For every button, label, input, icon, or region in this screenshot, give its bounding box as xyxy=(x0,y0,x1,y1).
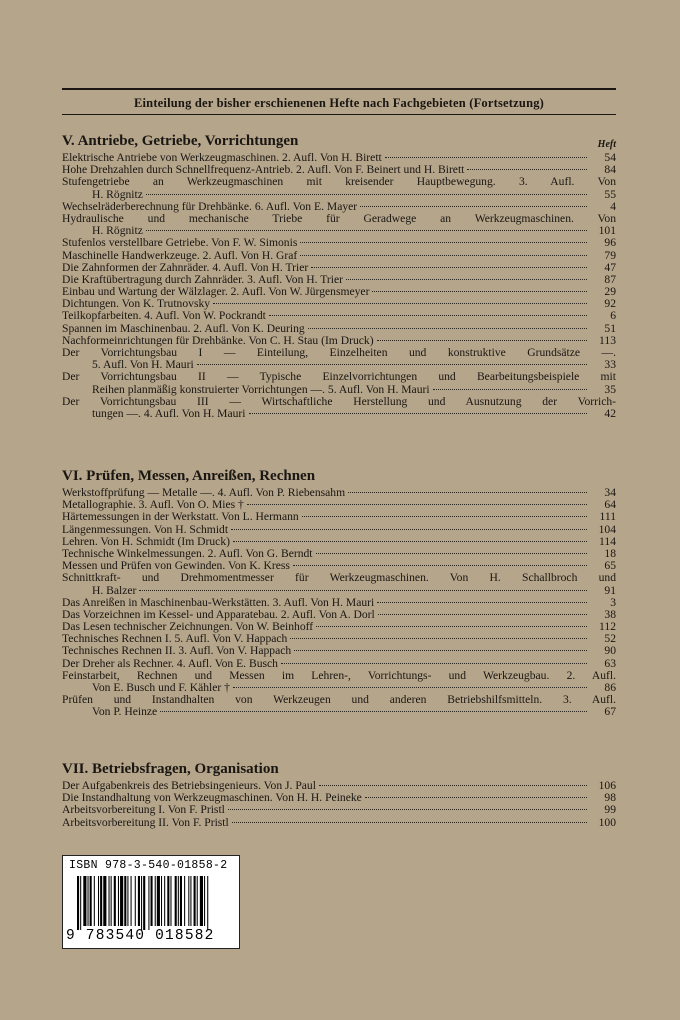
heft-number: 112 xyxy=(599,621,616,634)
entry-title-text: Das Vorzeichnen im Kessel- und Apparatebau. 2. Aufl. Von A. Dorl xyxy=(62,608,375,621)
toc-entry xyxy=(62,487,616,499)
entry-title-text: H. Rögnitz xyxy=(92,225,143,238)
heft-number: 42 xyxy=(604,407,616,420)
toc-entry xyxy=(62,262,616,274)
barcode-bar xyxy=(138,876,140,926)
entry-title-text: Metallographie. 3. Aufl. Von O. Mies † xyxy=(62,499,244,512)
heft-number: 4 xyxy=(610,200,616,213)
heft-number: 65 xyxy=(604,560,616,573)
barcode-bar xyxy=(109,876,110,926)
dot-leader xyxy=(365,797,587,798)
dot-leader xyxy=(213,303,587,304)
heft-number: 84 xyxy=(604,164,616,177)
entry-list xyxy=(62,780,616,829)
barcode-bar xyxy=(77,876,79,930)
dot-leader xyxy=(249,413,587,414)
section-betriebsfragen xyxy=(62,758,616,829)
entry-title-text: H. Rögnitz xyxy=(92,188,143,201)
dot-leader xyxy=(316,626,587,627)
barcode-bar xyxy=(194,876,196,926)
entry-title-text: Stufenlos verstellbare Getriebe. Von F. W. Simonis xyxy=(62,237,298,250)
entry-title-text: Der Vorrichtungsbau I — Einteilung, Einzelheiten und konstruktive Grundsätze —. xyxy=(62,347,616,359)
toc-entry xyxy=(62,524,616,536)
dot-leader xyxy=(385,157,587,158)
toc-entry xyxy=(62,536,616,548)
dot-leader xyxy=(372,291,587,292)
toc-entry xyxy=(62,323,616,335)
barcode-bar xyxy=(148,876,149,930)
barcode-bar xyxy=(90,876,92,926)
dot-leader xyxy=(231,529,587,530)
dot-leader xyxy=(378,614,587,615)
barcode-bar xyxy=(124,876,126,926)
entry-title-text: tungen —. 4. Aufl. Von H. Mauri xyxy=(92,407,246,420)
entry-title-text: Reihen planmäßig konstruierter Vorrichtungen —. 5. Aufl. Von H. Mauri xyxy=(92,383,430,396)
entry-title-text: Technisches Rechnen II. 3. Aufl. Von V. Happach xyxy=(62,645,292,658)
heft-number: 34 xyxy=(604,487,616,499)
entry-title-text: Elektrische Antriebe von Werkzeugmaschinen. 2. Aufl. Von H. Birett xyxy=(62,152,382,164)
toc-entry xyxy=(62,213,616,237)
dot-leader xyxy=(294,650,587,651)
toc-entry xyxy=(62,499,616,511)
entry-title-text: Spannen im Maschinenbau. 2. Aufl. Von K. Deuring xyxy=(62,322,305,335)
dot-leader xyxy=(302,516,587,517)
heft-number: 3 xyxy=(610,596,616,609)
heft-number: 38 xyxy=(604,608,616,621)
toc-entry xyxy=(62,658,616,670)
barcode-bar xyxy=(131,876,132,926)
entry-list xyxy=(62,487,616,719)
toc-entry xyxy=(62,645,616,657)
barcode-bar xyxy=(175,876,177,926)
entry-title-text: Härtemessungen in der Werkstatt. Von L. Hermann xyxy=(62,511,299,524)
toc-entry xyxy=(62,804,616,816)
heft-number: 64 xyxy=(604,499,616,512)
toc-entry xyxy=(62,780,616,792)
toc-entry xyxy=(62,572,616,596)
isbn-barcode xyxy=(62,855,240,949)
entry-title-text: Prüfen und Instandhalten von Werkzeugen und anderen Betriebshilfsmitteln. 3. Aufl. xyxy=(62,694,616,707)
barcode-bar xyxy=(120,876,123,926)
heft-number: 92 xyxy=(604,298,616,311)
heft-column-label: Heft xyxy=(597,139,616,150)
entry-title-text: Der Vorrichtungsbau II — Typische Einzelvorrichtungen und Bearbeitungsbeispiele mit xyxy=(62,371,616,384)
entry-title-text: Der Vorrichtungsbau III — Wirtschaftliche Herstellung und Ausnutzung der Vorrich- xyxy=(62,395,616,408)
barcode-bar xyxy=(190,876,191,926)
heft-number: 63 xyxy=(604,657,616,670)
heft-number: 113 xyxy=(599,334,616,347)
barcode-bar xyxy=(80,876,81,930)
header-title: Einteilung der bisher erschienenen Hefte nach Fachgebieten (Fortsetzung) xyxy=(133,96,545,110)
toc-entry xyxy=(62,201,616,213)
dot-leader xyxy=(377,602,587,603)
toc-entry xyxy=(62,670,616,694)
toc-entry xyxy=(62,371,616,395)
entry-title-text: Technisches Rechnen I. 5. Aufl. Von V. Happach xyxy=(62,633,288,646)
heft-number: 6 xyxy=(610,310,616,323)
entry-title-text: Hydraulische und mechanische Triebe für Geradwege an Werkzeugmaschinen. Von xyxy=(62,212,616,225)
barcode-bar xyxy=(118,876,119,926)
ean-digits: 9 783540 018582 xyxy=(66,928,215,944)
heft-number: 87 xyxy=(604,273,616,286)
heft-number: 104 xyxy=(598,523,616,536)
barcode-bar xyxy=(155,876,156,926)
heft-number: 114 xyxy=(599,535,616,548)
toc-entry xyxy=(62,237,616,249)
barcode-bar xyxy=(151,876,153,926)
barcode-bar xyxy=(167,876,169,926)
header-bottom-rule xyxy=(62,114,616,115)
toc-entry xyxy=(62,511,616,523)
entry-list xyxy=(62,152,616,420)
entry-title-text: Die Instandhaltung von Werkzeugmaschinen. Von H. H. Peineke xyxy=(62,792,362,805)
barcode-bar xyxy=(178,876,179,926)
barcode-bar xyxy=(141,876,142,930)
entry-title-text: Von P. Heinze xyxy=(92,706,158,719)
heft-number: 51 xyxy=(604,322,616,335)
heft-number: 91 xyxy=(604,584,616,597)
dot-leader xyxy=(146,230,587,231)
heft-number: 79 xyxy=(604,249,616,262)
toc-entry xyxy=(62,250,616,262)
entry-title-text: Werkstoffprüfung — Metalle —. 4. Aufl. Von P. Riebensahm xyxy=(62,487,346,499)
entry-title-text: Einbau und Wartung der Wälzlager. 2. Aufl. Von W. Jürgensmeyer xyxy=(62,286,370,299)
entry-title-text: Längenmessungen. Von H. Schmidt xyxy=(62,523,229,536)
dot-leader xyxy=(233,541,587,542)
barcode-bar xyxy=(180,876,182,926)
barcode-bar xyxy=(127,876,128,926)
dot-leader xyxy=(348,492,587,493)
heft-number: 47 xyxy=(604,261,616,274)
entry-title-text: Lehren. Von H. Schmidt (Im Druck) xyxy=(62,535,230,548)
barcode-bar xyxy=(98,876,99,926)
entry-title-text: Technische Winkelmessungen. 2. Aufl. Von G. Berndt xyxy=(62,547,313,560)
toc-entry xyxy=(62,597,616,609)
toc-entry xyxy=(62,310,616,322)
toc-entry xyxy=(62,609,616,621)
section-title-text: VI. Prüfen, Messen, Anreißen, Rechnen xyxy=(62,468,316,484)
barcode-bar xyxy=(100,876,102,926)
toc-entry xyxy=(62,621,616,633)
dot-leader xyxy=(139,590,587,591)
entry-title-text: 5. Aufl. Von H. Mauri xyxy=(92,359,194,372)
barcode-bar xyxy=(188,876,189,926)
section-pruefen xyxy=(62,465,616,719)
barcode-bar xyxy=(114,876,116,926)
barcode-bar xyxy=(94,876,95,926)
entry-title-text: Das Lesen technischer Zeichnungen. Von W. Beinhoff xyxy=(62,621,314,634)
toc-entry xyxy=(62,347,616,371)
entry-title-text: Der Aufgabenkreis des Betriebsingenieurs. Von J. Paul xyxy=(62,780,316,792)
dot-leader xyxy=(290,638,587,639)
dot-leader xyxy=(311,267,587,268)
section-antriebe xyxy=(62,130,616,420)
entry-title-text: Arbeitsvorbereitung I. Von F. Pristl xyxy=(62,804,225,817)
toc-entry xyxy=(62,298,616,310)
dot-leader xyxy=(228,809,587,810)
entry-title-text: Feinstarbeit, Rechnen und Messen im Lehren-, Vorrichtungs- und Werkzeugbau. 2. Aufl. xyxy=(62,669,616,682)
dot-leader xyxy=(308,328,587,329)
heft-number: 99 xyxy=(604,804,616,817)
dot-leader xyxy=(360,206,587,207)
heft-number: 52 xyxy=(604,633,616,646)
barcode-bar xyxy=(103,876,106,926)
entry-title-text: Dichtungen. Von K. Trutnovsky xyxy=(62,298,211,311)
entry-title-text: Die Zahnformen der Zahnräder. 4. Aufl. Von H. Trier xyxy=(62,261,309,274)
section-title xyxy=(62,758,616,780)
heft-number: 35 xyxy=(604,383,616,396)
toc-entry xyxy=(62,633,616,645)
entry-title-text: Nachformeinrichtungen für Drehbänke. Von C. H. Stau (Im Druck) xyxy=(62,334,374,347)
barcode-bar xyxy=(157,876,160,926)
dot-leader xyxy=(160,711,587,712)
heft-number: 111 xyxy=(599,511,616,524)
barcode-bar xyxy=(161,876,162,926)
section-title xyxy=(62,465,616,487)
dot-leader xyxy=(233,687,587,688)
dot-leader xyxy=(197,364,587,365)
section-title-text: VII. Betriebsfragen, Organisation xyxy=(62,761,279,777)
entry-title-text: Wechselräderberechnung für Drehbänke. 6. Aufl. Von E. Mayer xyxy=(62,200,358,213)
toc-entry xyxy=(62,548,616,560)
heft-number: 96 xyxy=(604,237,616,250)
heft-number: 29 xyxy=(604,286,616,299)
barcode-bars xyxy=(65,874,237,930)
heft-number: 55 xyxy=(604,188,616,201)
isbn-label: ISBN 978-3-540-01858-2 xyxy=(69,859,228,872)
barcode-bar xyxy=(83,876,86,926)
barcode-bar xyxy=(135,876,136,926)
barcode-bar xyxy=(200,876,203,926)
toc-entry xyxy=(62,152,616,164)
dot-leader xyxy=(467,169,587,170)
toc-entry xyxy=(62,274,616,286)
dot-leader xyxy=(146,194,587,195)
heft-number: 18 xyxy=(604,547,616,560)
toc-entry xyxy=(62,817,616,829)
barcode-bar xyxy=(197,876,198,926)
dot-leader xyxy=(300,255,587,256)
heft-number: 101 xyxy=(598,225,616,238)
header-top-rule xyxy=(62,88,616,90)
toc-entry xyxy=(62,694,616,718)
heft-number: 86 xyxy=(604,682,616,694)
section-title xyxy=(62,130,616,152)
section-title-text: V. Antriebe, Getriebe, Vorrichtungen xyxy=(62,133,299,149)
toc-entry xyxy=(62,335,616,347)
dot-leader xyxy=(232,822,587,823)
entry-title-text: Arbeitsvorbereitung II. Von F. Pristl xyxy=(62,816,229,829)
entry-title-text: Teilkopfarbeiten. 4. Aufl. Von W. Pockrandt xyxy=(62,310,266,323)
barcode-bar xyxy=(111,876,112,926)
entry-title-text: Schnittkraft- und Drehmomentmesser für Werkzeugmaschinen. Von H. Schallbroch und xyxy=(62,572,616,585)
entry-title-text: Die Kraftübertragung durch Zahnräder. 3. Aufl. Von H. Trier xyxy=(62,273,343,286)
entry-title-text: Hohe Drehzahlen durch Schnellfrequenz-Antrieb. 2. Aufl. Von F. Beinert und H. Birett xyxy=(62,164,465,177)
heft-number: 106 xyxy=(598,780,616,792)
dot-leader xyxy=(316,553,587,554)
heft-number: 98 xyxy=(604,792,616,805)
heft-number: 54 xyxy=(604,152,616,164)
toc-entry xyxy=(62,560,616,572)
barcode-bar xyxy=(207,876,208,930)
dot-leader xyxy=(293,565,587,566)
toc-entry xyxy=(62,286,616,298)
dot-leader xyxy=(247,504,587,505)
dot-leader xyxy=(346,279,587,280)
barcode-bar xyxy=(170,876,171,926)
toc-entry xyxy=(62,792,616,804)
entry-title-text: Messen und Prüfen von Gewinden. Von K. Kress xyxy=(62,560,290,573)
dot-leader xyxy=(377,340,587,341)
toc-entry xyxy=(62,396,616,420)
dot-leader xyxy=(281,663,587,664)
heft-number: 33 xyxy=(604,359,616,372)
barcode-bar xyxy=(88,876,89,926)
entry-title-text: Das Anreißen in Maschinenbau-Werkstätten. 3. Aufl. Von H. Mauri xyxy=(62,596,375,609)
entry-title-text: H. Balzer xyxy=(92,584,137,597)
barcode-bar xyxy=(204,876,205,926)
dot-leader xyxy=(433,389,587,390)
toc-entry xyxy=(62,164,616,176)
heft-number: 90 xyxy=(604,645,616,658)
heft-number: 100 xyxy=(598,816,616,829)
entry-title-text: Stufengetriebe an Werkzeugmaschinen mit kreisender Hauptbewegung. 3. Aufl. Von xyxy=(62,176,616,189)
barcode-bar xyxy=(143,876,145,930)
dot-leader xyxy=(300,242,587,243)
dot-leader xyxy=(269,315,587,316)
toc-entry xyxy=(62,176,616,200)
heft-number: 67 xyxy=(604,706,616,719)
entry-title-text: Der Dreher als Rechner. 4. Aufl. Von E. Busch xyxy=(62,657,278,670)
dot-leader xyxy=(319,785,587,786)
entry-title-text: Maschinelle Handwerkzeuge. 2. Aufl. Von H. Graf xyxy=(62,249,298,262)
barcode-bar xyxy=(184,876,185,926)
barcode-bar xyxy=(164,876,165,926)
entry-title-text: Von E. Busch und F. Kähler † xyxy=(92,682,230,694)
